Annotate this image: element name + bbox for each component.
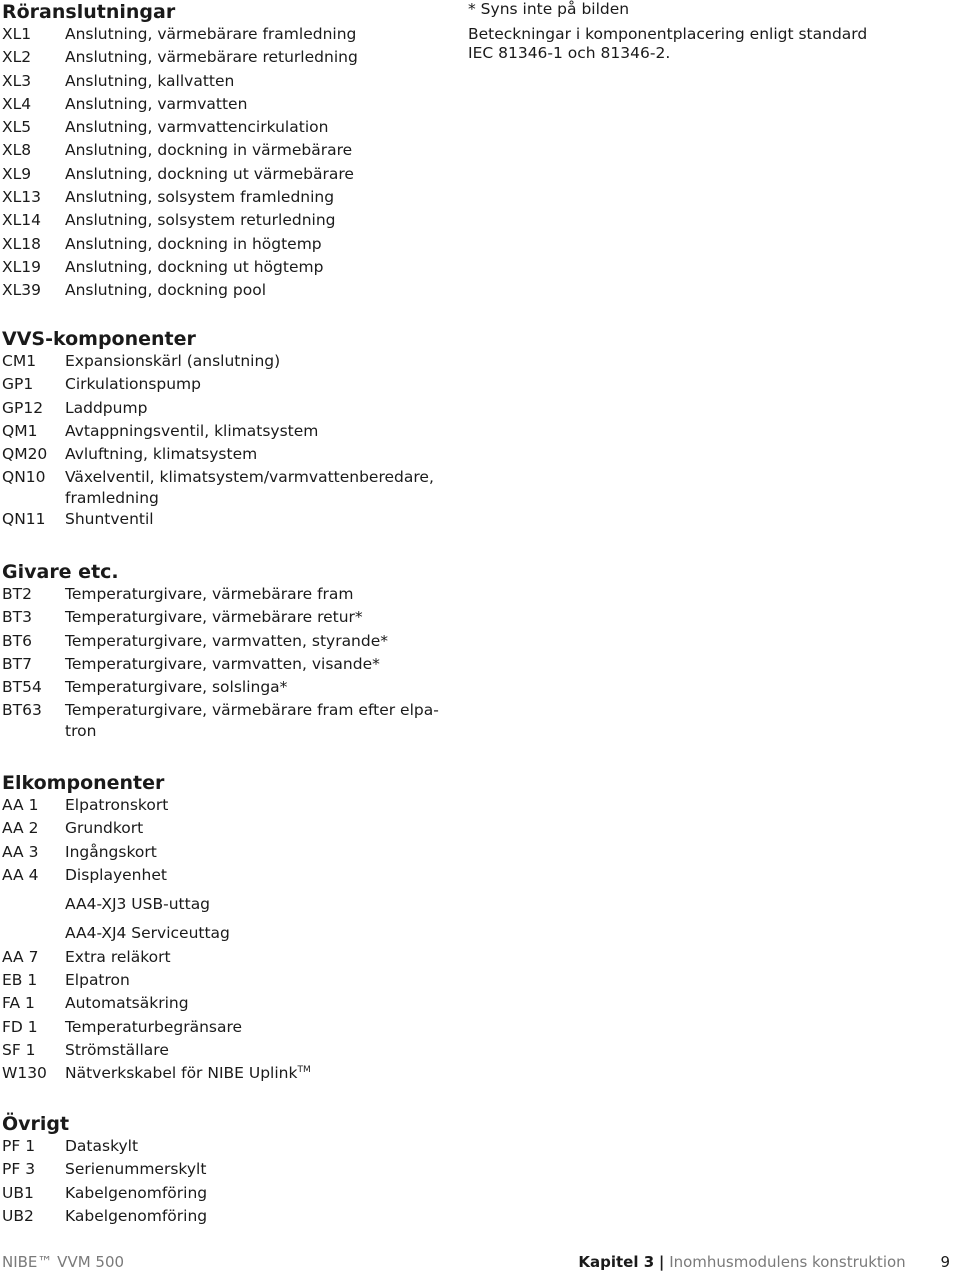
component-description <box>65 842 442 865</box>
component-description-text: Växelventil, klimatsystem/varmvattenberedare, framledning <box>65 468 434 508</box>
list-item <box>2 894 442 917</box>
component-code: AA 1 <box>2 796 39 814</box>
list-item <box>2 280 442 303</box>
component-description-text: Temperaturgivare, solslinga* <box>65 678 288 697</box>
component-description <box>65 1040 442 1063</box>
list-item <box>2 677 442 700</box>
component-description-text: Temperaturgivare, värmebärare fram efter elpa-tron <box>65 701 439 741</box>
footer-chapter: Kapitel 3 <box>578 1253 655 1271</box>
component-description-text: Anslutning, dockning in värmebärare <box>65 141 353 160</box>
list-item <box>2 117 442 140</box>
component-description <box>65 234 442 257</box>
component-description <box>65 993 442 1016</box>
list-item <box>2 993 442 1016</box>
component-description <box>65 654 442 677</box>
component-code: GP12 <box>2 398 44 417</box>
note-hidden-components: * Syns inte på bilden <box>468 0 630 18</box>
component-description-text: Anslutning, varmvattencirkulation <box>65 118 329 137</box>
component-code: BT2 <box>2 585 32 603</box>
section-title-el: Elkomponenter <box>2 772 165 794</box>
component-description-text: Kabelgenomföring <box>65 1206 208 1225</box>
list-item <box>2 654 442 677</box>
component-description <box>65 1183 442 1206</box>
component-code: EB 1 <box>2 971 38 990</box>
component-code: XL2 <box>2 48 32 67</box>
component-description <box>65 24 442 47</box>
component-code: QN11 <box>2 510 46 529</box>
list-item <box>2 374 442 397</box>
component-description <box>65 280 442 303</box>
component-description-text: Displayenhet <box>65 865 167 884</box>
component-code <box>2 923 65 946</box>
note-standard-line-2: IEC 81346-1 och 81346-2. <box>468 44 671 62</box>
component-code: UB2 <box>2 1206 34 1225</box>
component-description-text: Avluftning, klimatsystem <box>65 445 258 464</box>
component-code: BT63 <box>2 701 42 720</box>
component-description-text: Strömställare <box>65 1040 169 1059</box>
component-description-text: Elpatronskort <box>65 796 169 814</box>
component-description <box>65 421 442 444</box>
component-description <box>65 467 442 509</box>
component-code: CM1 <box>2 352 37 370</box>
component-description <box>65 970 442 993</box>
list-item <box>2 1136 442 1159</box>
component-code: UB1 <box>2 1183 34 1202</box>
list-item <box>2 1206 442 1229</box>
component-code: BT6 <box>2 631 32 650</box>
component-code: BT54 <box>2 678 42 697</box>
component-code: AA 7 <box>2 947 39 966</box>
component-code: QM20 <box>2 445 48 464</box>
component-description-text: Laddpump <box>65 398 148 417</box>
component-description <box>65 257 442 280</box>
list-item <box>2 467 442 509</box>
component-description-text: Temperaturgivare, varmvatten, visande* <box>65 654 380 673</box>
component-description-text: Grundkort <box>65 819 144 838</box>
list-item <box>2 140 442 163</box>
list-item <box>2 94 442 117</box>
list-item <box>2 210 442 233</box>
component-description <box>65 1017 442 1040</box>
component-code: PF 3 <box>2 1160 36 1179</box>
component-code: XL3 <box>2 71 32 90</box>
list-item <box>2 47 442 70</box>
section-title-vvs: VVS-komponenter <box>2 328 196 350</box>
footer-separator: | <box>658 1253 665 1271</box>
component-description-text: Avtappningsventil, klimatsystem <box>65 421 319 440</box>
component-description-text: Nätverkskabel för NIBE Uplink <box>65 1064 298 1083</box>
component-code: XL39 <box>2 281 41 300</box>
component-description <box>65 164 442 187</box>
component-description <box>65 187 442 210</box>
component-description-text: Cirkulationspump <box>65 375 201 394</box>
component-description <box>65 818 442 841</box>
component-code <box>2 894 65 917</box>
component-description-text: Shuntventil <box>65 510 154 529</box>
component-description-text: Anslutning, dockning ut värmebärare <box>65 164 354 183</box>
component-description <box>65 509 442 532</box>
list-item <box>2 795 442 818</box>
component-description <box>65 607 442 630</box>
section-ror <box>2 0 442 304</box>
list-item <box>2 421 442 444</box>
component-code: FA 1 <box>2 994 35 1013</box>
component-code: BT3 <box>2 608 32 627</box>
component-code: QM1 <box>2 421 38 440</box>
component-code: XL9 <box>2 164 32 183</box>
component-description-text: Temperaturgivare, värmebärare fram <box>65 585 354 603</box>
component-code: GP1 <box>2 375 34 394</box>
component-code: AA 3 <box>2 842 39 861</box>
component-description-text: Dataskylt <box>65 1137 139 1155</box>
component-description <box>65 923 442 946</box>
component-description <box>65 947 442 970</box>
component-description <box>65 210 442 233</box>
component-code: XL5 <box>2 118 32 137</box>
component-description-text: Automatsäkring <box>65 994 189 1013</box>
component-description <box>65 1136 442 1159</box>
component-description <box>65 631 442 654</box>
component-code: SF 1 <box>2 1040 36 1059</box>
component-description-text: Anslutning, dockning pool <box>65 281 267 300</box>
list-item <box>2 584 442 607</box>
component-description-text: Anslutning, kallvatten <box>65 71 235 90</box>
component-description-text: Temperaturbegränsare <box>65 1017 243 1036</box>
component-description-text: Temperaturgivare, varmvatten, styrande* <box>65 631 389 650</box>
component-description-text: Serienummerskylt <box>65 1160 207 1179</box>
section-ovrigt <box>2 1112 442 1229</box>
list-item <box>2 509 442 532</box>
list-item <box>2 607 442 630</box>
component-description-text: Anslutning, dockning in högtemp <box>65 234 322 253</box>
component-code: AA 2 <box>2 819 39 838</box>
component-description-text: Anslutning, värmebärare returledning <box>65 48 358 67</box>
component-description-text: Anslutning, solsystem returledning <box>65 211 336 230</box>
component-description-text: Temperaturgivare, värmebärare retur* <box>65 608 363 627</box>
component-description <box>65 700 442 742</box>
component-description <box>65 140 442 163</box>
list-item <box>2 865 442 888</box>
section-title-givare: Givare etc. <box>2 561 119 583</box>
component-description-text: AA4-XJ3 USB-uttag <box>65 895 211 914</box>
section-title-ovrigt: Övrigt <box>2 1113 70 1135</box>
component-description-text: Anslutning, värmebärare framledning <box>65 25 357 43</box>
component-description <box>65 117 442 140</box>
list-item <box>2 700 442 742</box>
component-code: AA 4 <box>2 865 39 884</box>
section-givare <box>2 560 442 742</box>
component-description <box>65 47 442 70</box>
list-item <box>2 234 442 257</box>
component-description <box>65 584 442 607</box>
component-description-text: Anslutning, varmvatten <box>65 94 248 113</box>
list-item <box>2 842 442 865</box>
list-item <box>2 24 442 47</box>
component-code: W130 <box>2 1064 47 1083</box>
component-description <box>65 444 442 467</box>
list-item <box>2 164 442 187</box>
component-description <box>65 71 442 94</box>
component-description <box>65 865 442 888</box>
component-description <box>65 351 442 374</box>
component-description-text: Anslutning, dockning ut högtemp <box>65 257 324 276</box>
component-code: QN10 <box>2 468 46 487</box>
footer-page-number: 9 <box>940 1253 950 1271</box>
component-code: XL8 <box>2 141 32 160</box>
component-code: XL18 <box>2 234 41 253</box>
component-description <box>65 398 442 421</box>
list-item <box>2 970 442 993</box>
list-item <box>2 1063 442 1086</box>
component-description-text: Expansionskärl (anslutning) <box>65 352 281 370</box>
footer-chapter-info <box>578 1251 950 1273</box>
component-description-text: AA4-XJ4 Serviceuttag <box>65 924 230 943</box>
component-description <box>65 677 442 700</box>
list-item <box>2 1017 442 1040</box>
component-description <box>65 1206 442 1229</box>
component-description <box>65 94 442 117</box>
component-description <box>65 374 442 397</box>
list-item <box>2 187 442 210</box>
component-description-text: Elpatron <box>65 971 130 990</box>
list-item <box>2 71 442 94</box>
component-code: PF 1 <box>2 1137 36 1155</box>
list-item <box>2 398 442 421</box>
component-description <box>65 1159 442 1182</box>
list-item <box>2 947 442 970</box>
component-description-text: Extra reläkort <box>65 947 171 966</box>
section-el <box>2 771 442 1087</box>
component-code: FD 1 <box>2 1017 38 1036</box>
component-description <box>65 1063 442 1086</box>
component-description-text: Kabelgenomföring <box>65 1183 208 1202</box>
section-title-ror: Röranslutningar <box>2 1 176 23</box>
trademark-superscript: TM <box>297 1065 311 1076</box>
list-item <box>2 631 442 654</box>
component-code: XL13 <box>2 188 41 207</box>
component-description <box>65 894 442 917</box>
section-vvs <box>2 327 442 533</box>
component-code: XL19 <box>2 257 41 276</box>
list-item <box>2 818 442 841</box>
page-footer <box>2 1251 950 1273</box>
component-description-text: Ingångskort <box>65 842 157 861</box>
component-code: XL4 <box>2 94 32 113</box>
component-code: BT7 <box>2 654 32 673</box>
component-description-text: Anslutning, solsystem framledning <box>65 188 335 207</box>
footer-brand: NIBE™ VVM 500 <box>2 1253 125 1271</box>
list-item <box>2 351 442 374</box>
component-code: XL1 <box>2 25 32 43</box>
note-standard-line-1: Beteckningar i komponentplacering enligt standard <box>468 25 868 43</box>
list-item <box>2 1183 442 1206</box>
list-item <box>2 1040 442 1063</box>
list-item <box>2 1159 442 1182</box>
list-item <box>2 257 442 280</box>
component-description <box>65 795 442 818</box>
list-item <box>2 444 442 467</box>
footer-chapter-title: Inomhusmodulens konstruktion <box>669 1253 906 1271</box>
list-item <box>2 923 442 946</box>
component-code: XL14 <box>2 211 41 230</box>
